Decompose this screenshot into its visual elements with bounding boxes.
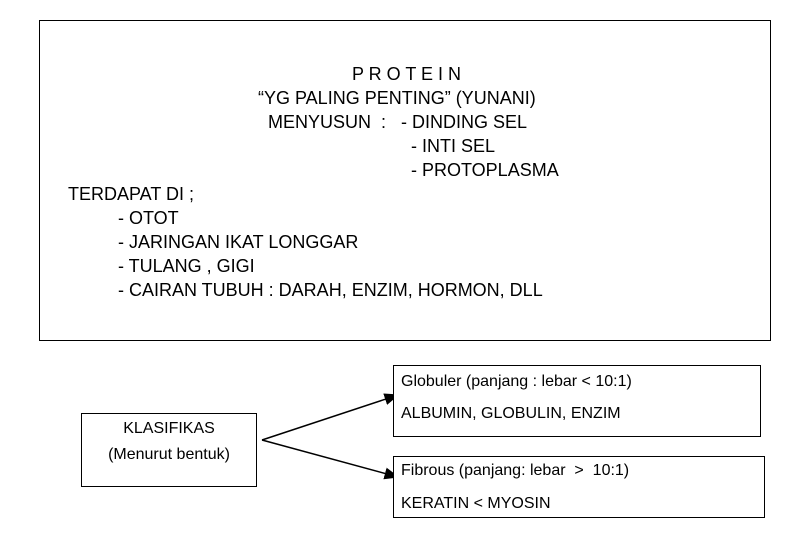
globuler-label: Globuler (panjang : lebar < 10:1) <box>401 373 632 390</box>
terdapat-item-cairan: - CAIRAN TUBUH : DARAH, ENZIM, HORMON, DLL <box>118 280 543 300</box>
fibrous-label: Fibrous (panjang: lebar > 10:1) <box>401 462 630 479</box>
fibrous-examples: KERATIN < MYOSIN <box>401 495 551 512</box>
globuler-examples: ALBUMIN, GLOBULIN, ENZIM <box>401 405 621 422</box>
terdapat-item-tulang: - TULANG , GIGI <box>118 256 255 276</box>
menyusun-line: MENYUSUN : - DINDING SEL <box>268 112 528 132</box>
terdapat-label: TERDAPAT DI ; <box>68 184 195 204</box>
arrow-to-globuler <box>262 395 398 440</box>
menyusun-item-protoplasma: - PROTOPLASMA <box>411 160 559 180</box>
menyusun-item-inti-sel: - INTI SEL <box>411 136 496 156</box>
protein-subtitle: “YG PALING PENTING” (YUNANI) <box>258 88 536 108</box>
klasifikasi-title: KLASIFIKAS <box>123 420 215 437</box>
arrow-to-fibrous <box>262 440 398 477</box>
terdapat-item-otot: - OTOT <box>118 208 179 228</box>
protein-title: P R O T E I N <box>352 64 462 84</box>
terdapat-item-jaringan: - JARINGAN IKAT LONGGAR <box>118 232 359 252</box>
klasifikasi-subtitle: (Menurut bentuk) <box>108 446 230 463</box>
